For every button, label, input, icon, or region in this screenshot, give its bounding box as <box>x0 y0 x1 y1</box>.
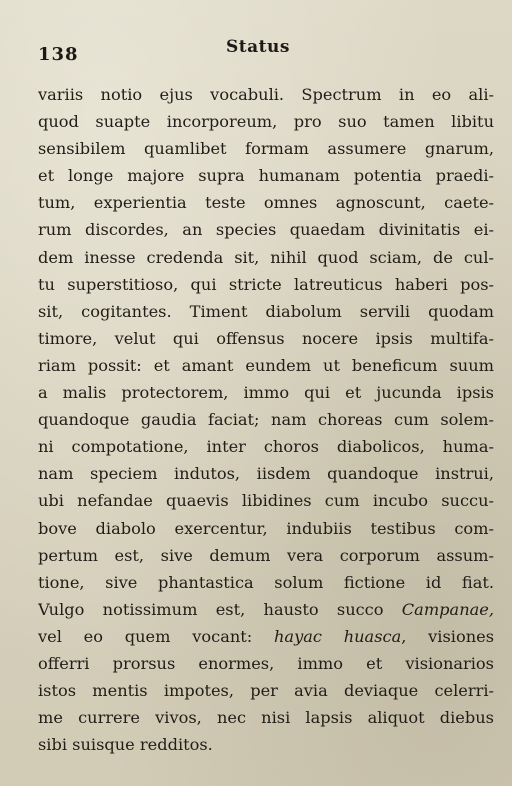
text-line: rum discordes, an species quaedam divinitatis ei- <box>38 220 494 240</box>
text-line: bove diabolo exercentur, indubiis testibus com- <box>38 518 494 538</box>
body-text <box>38 81 494 758</box>
text-line: istos mentis impotes, per avia deviaque celerri- <box>38 681 494 701</box>
running-head: Status <box>226 37 290 57</box>
text-segment: , visiones <box>401 626 494 646</box>
text-line: tum, experientia teste omnes agnoscunt, caete- <box>38 193 494 213</box>
text-line-mixed <box>38 596 494 623</box>
text-line: quod suapte incorporeum, pro suo tamen libitu <box>38 112 494 132</box>
text-segment: vel eo quem vocant: <box>38 626 274 646</box>
text-line: ni compotatione, inter choros diabolicos, huma- <box>38 437 494 457</box>
text-line: tu superstitioso, qui stricte latreuticus haberi pos- <box>38 274 494 294</box>
text-line: offerri prorsus enormes, immo et visionarios <box>38 653 494 673</box>
text-line-mixed <box>38 623 494 650</box>
page-number: 138 <box>38 44 79 65</box>
text-line: me currere vivos, nec nisi lapsis aliquot diebus <box>38 708 494 728</box>
text-line: a malis protectorem, immo qui et jucunda ipsis <box>38 383 494 403</box>
text-line: sit, cogitantes. Timent diabolum servili quodam <box>38 301 494 321</box>
italic-term: hayac huasca <box>274 626 402 646</box>
text-line: dem inesse credenda sit, nihil quod sciam, de cul- <box>38 247 494 267</box>
text-line: tione, sive phantastica solum fictione id fiat. <box>38 572 494 592</box>
text-segment: Vulgo notissimum est, hausto succo <box>38 599 402 619</box>
text-line: timore, velut qui offensus nocere ipsis multifa- <box>38 328 494 348</box>
text-line: riam possit: et amant eundem ut beneficum suum <box>38 355 494 375</box>
page-header <box>38 36 478 66</box>
text-line: pertum est, sive demum vera corporum assum- <box>38 545 494 565</box>
text-line: ubi nefandae quaevis libidines cum incubo succu- <box>38 491 494 511</box>
text-line: nam speciem indutos, iisdem quandoque instrui, <box>38 464 494 484</box>
text-line: sensibilem quamlibet formam assumere gnarum, <box>38 139 494 159</box>
text-line: et longe majore supra humanam potentia praedi- <box>38 166 494 186</box>
text-line: quandoque gaudia faciat; nam choreas cum solem- <box>38 410 494 430</box>
italic-term: Campanae, <box>401 599 494 619</box>
text-line: variis notio ejus vocabuli. Spectrum in eo ali- <box>38 85 494 104</box>
text-line: sibi suisque redditos. <box>38 735 213 755</box>
